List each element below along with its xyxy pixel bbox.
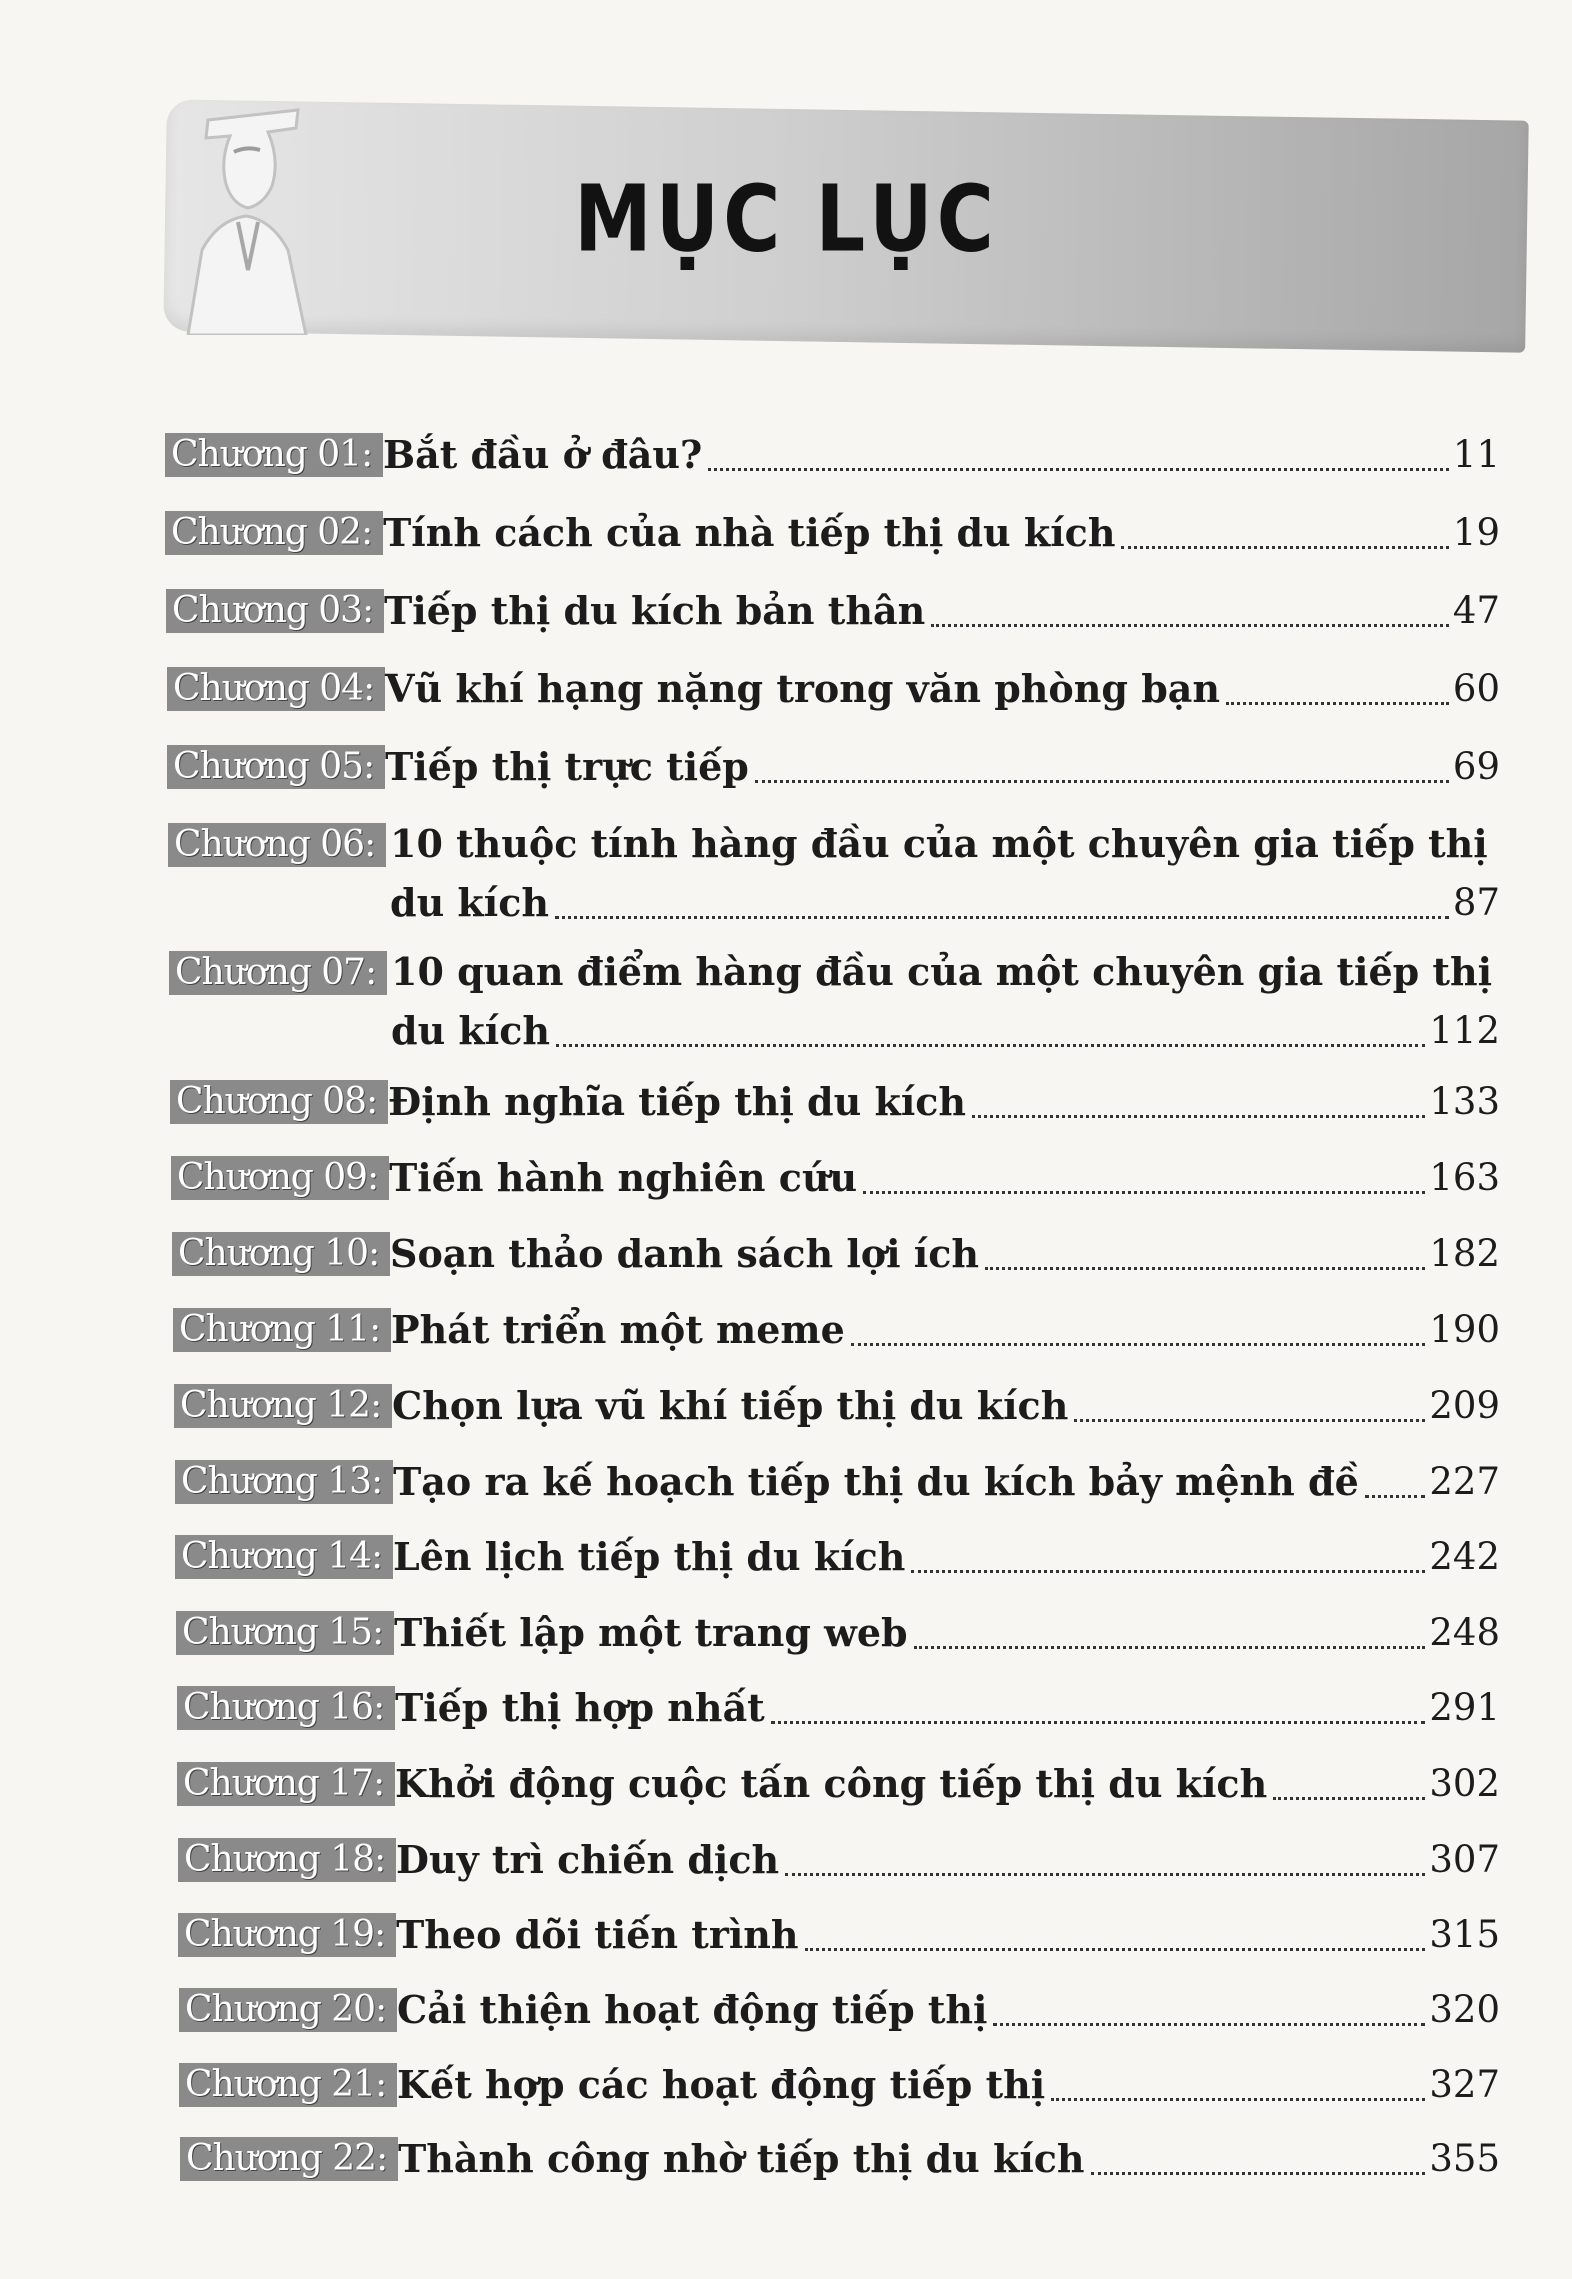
toc-entry <box>173 1300 1500 1380</box>
chapter-label: Chương 03: <box>166 589 384 633</box>
chapter-title: Theo dõi tiến trình <box>396 1912 799 1957</box>
page-title: MỤC LỤC <box>574 166 998 274</box>
chapter-label: Chương 15: <box>176 1611 394 1655</box>
dot-leader <box>708 468 1449 471</box>
chapter-title: 10 thuộc tính hàng đầu của một chuyên gia tiếp thị <box>390 821 1488 866</box>
chapter-title: Bắt đầu ở đâu? <box>383 432 703 477</box>
toc-entry <box>172 1224 1500 1304</box>
chapter-title: 10 quan điểm hàng đầu của một chuyên gia tiếp thị <box>391 949 1493 994</box>
chapter-title: Kết hợp các hoạt động tiếp thị <box>397 2062 1046 2107</box>
chapter-line <box>395 1678 1500 1738</box>
toc-entry <box>165 503 1500 583</box>
dot-leader <box>805 1948 1426 1951</box>
chapter-label: Chương 06: <box>168 823 386 867</box>
toc-entry <box>165 425 1500 505</box>
chapter-line <box>392 1376 1500 1436</box>
chapter-title-line2: du kích <box>390 880 549 925</box>
chapter-line <box>395 1754 1500 1814</box>
page-number: 320 <box>1429 1988 1500 2031</box>
chapter-title: Tính cách của nhà tiếp thị du kích <box>383 510 1116 555</box>
chapter-label: Chương 04: <box>167 667 385 711</box>
dot-leader <box>914 1646 1426 1649</box>
page-number: 133 <box>1429 1080 1500 1123</box>
chapter-label: Chương 02: <box>165 511 383 555</box>
page-number: 11 <box>1452 433 1500 476</box>
chapter-label: Chương 21: <box>179 2063 397 2107</box>
dot-leader <box>556 1044 1425 1047</box>
chapter-line <box>383 425 1500 485</box>
chapter-title: Định nghĩa tiếp thị du kích <box>388 1079 967 1124</box>
chapter-title-continued <box>391 1001 1500 1061</box>
page-number: 355 <box>1429 2137 1500 2180</box>
chapter-line <box>398 2129 1500 2189</box>
page-number: 47 <box>1452 589 1500 632</box>
chapter-line <box>390 1224 1500 1284</box>
chapter-title: Thành công nhờ tiếp thị du kích <box>398 2136 1085 2181</box>
chapter-title: Tiếp thị du kích bản thân <box>384 588 926 633</box>
chapter-label: Chương 20: <box>179 1988 397 2032</box>
chapter-label: Chương 10: <box>172 1232 390 1276</box>
chapter-line <box>397 2055 1500 2115</box>
dot-leader <box>755 780 1449 783</box>
toc-entry <box>166 581 1500 661</box>
page-number: 19 <box>1452 511 1500 554</box>
chapter-line <box>388 1072 1500 1132</box>
page-number: 242 <box>1429 1535 1500 1578</box>
chapter-label: Chương 05: <box>167 745 385 789</box>
chapter-line <box>391 1300 1500 1360</box>
chapter-title: Khởi động cuộc tấn công tiếp thị du kích <box>395 1761 1268 1806</box>
chapter-line <box>389 1148 1500 1208</box>
chapter-label: Chương 08: <box>170 1080 388 1124</box>
chapter-label: Chương 11: <box>173 1308 391 1352</box>
page-number: 307 <box>1429 1838 1500 1881</box>
toc-entry <box>176 1603 1500 1683</box>
toc-entry <box>170 1072 1500 1152</box>
page-number: 315 <box>1429 1913 1500 1956</box>
page-number: 182 <box>1429 1232 1500 1275</box>
toc-entry <box>180 2129 1500 2209</box>
toc-entry <box>175 1452 1500 1532</box>
dot-leader <box>1051 2098 1425 2101</box>
toc-entry <box>175 1527 1500 1607</box>
page-number: 227 <box>1429 1460 1500 1503</box>
chapter-line <box>385 737 1500 797</box>
chapter-title-continued <box>390 873 1500 933</box>
page-number: 163 <box>1429 1156 1500 1199</box>
toc-entry <box>178 1830 1500 1910</box>
chapter-title: Cải thiện hoạt động tiếp thị <box>397 1987 988 2032</box>
chapter-label: Chương 17: <box>177 1762 395 1806</box>
chapter-line <box>393 1452 1500 1512</box>
chapter-line <box>384 581 1500 641</box>
dot-leader <box>931 624 1449 627</box>
dot-leader <box>785 1873 1425 1876</box>
dot-leader <box>1273 1797 1425 1800</box>
chapter-title: Tiếp thị hợp nhất <box>395 1685 765 1730</box>
chapter-line <box>393 1527 1500 1587</box>
dot-leader <box>555 916 1449 919</box>
chapter-label: Chương 14: <box>175 1535 393 1579</box>
chapter-title: Duy trì chiến dịch <box>396 1837 780 1882</box>
chapter-title: Tiếp thị trực tiếp <box>385 744 749 789</box>
toc-entry <box>174 1376 1500 1456</box>
dot-leader <box>1226 702 1449 705</box>
dot-leader <box>1091 2172 1426 2175</box>
chapter-title: Tạo ra kế hoạch tiếp thị du kích bảy mệnh đề <box>393 1459 1359 1504</box>
page-number: 248 <box>1429 1611 1500 1654</box>
dot-leader <box>1121 546 1448 549</box>
chapter-line <box>394 1603 1500 1663</box>
chapter-line <box>385 659 1500 719</box>
toc-entry <box>179 2055 1500 2135</box>
dot-leader <box>1074 1419 1425 1422</box>
toc-entry <box>177 1754 1500 1834</box>
chapter-label: Chương 01: <box>165 433 383 477</box>
chapter-title-line2: du kích <box>391 1008 550 1053</box>
dot-leader <box>851 1343 1426 1346</box>
chapter-label: Chương 22: <box>180 2137 398 2181</box>
page-number: 69 <box>1452 745 1500 788</box>
chapter-title: Soạn thảo danh sách lợi ích <box>390 1231 979 1276</box>
dot-leader <box>911 1570 1425 1573</box>
toc-entry <box>167 737 1500 817</box>
chapter-label: Chương 18: <box>178 1838 396 1882</box>
chapter-title: Lên lịch tiếp thị du kích <box>393 1534 906 1579</box>
toc-entry <box>177 1678 1500 1758</box>
toc-entry <box>178 1905 1500 1985</box>
page-number: 302 <box>1429 1762 1500 1805</box>
dot-leader <box>972 1115 1425 1118</box>
page-number: 291 <box>1429 1686 1500 1729</box>
page-number: 87 <box>1452 881 1500 924</box>
chapter-title: Tiến hành nghiên cứu <box>389 1155 858 1200</box>
toc-entry <box>168 815 1500 925</box>
page-number: 209 <box>1429 1384 1500 1427</box>
toc-entry <box>171 1148 1500 1228</box>
chapter-label: Chương 13: <box>175 1460 393 1504</box>
chapter-line <box>383 503 1500 563</box>
page-number: 60 <box>1452 667 1500 710</box>
dot-leader <box>1365 1495 1426 1498</box>
chapter-line <box>396 1905 1500 1965</box>
page-number: 190 <box>1429 1308 1500 1351</box>
toc-entry <box>167 659 1500 739</box>
chapter-label: Chương 09: <box>171 1156 389 1200</box>
chapter-label: Chương 16: <box>177 1686 395 1730</box>
dot-leader <box>993 2023 1425 2026</box>
page-number: 327 <box>1429 2063 1500 2106</box>
chapter-line <box>396 1830 1500 1890</box>
chapter-label: Chương 07: <box>169 951 387 995</box>
dot-leader <box>771 1721 1426 1724</box>
chapter-label: Chương 12: <box>174 1384 392 1428</box>
chapter-title: Chọn lựa vũ khí tiếp thị du kích <box>392 1383 1069 1428</box>
chapter-title: Vũ khí hạng nặng trong văn phòng bạn <box>385 666 1221 711</box>
toc-entry <box>169 943 1500 1053</box>
chapter-line <box>397 1980 1500 2040</box>
dot-leader <box>985 1267 1425 1270</box>
chapter-label: Chương 19: <box>178 1913 396 1957</box>
chapter-title: Thiết lập một trang web <box>394 1610 908 1655</box>
toc-entry <box>179 1980 1500 2060</box>
dot-leader <box>863 1191 1425 1194</box>
chapter-title: Phát triển một meme <box>391 1307 845 1352</box>
page-number: 112 <box>1429 1009 1500 1052</box>
